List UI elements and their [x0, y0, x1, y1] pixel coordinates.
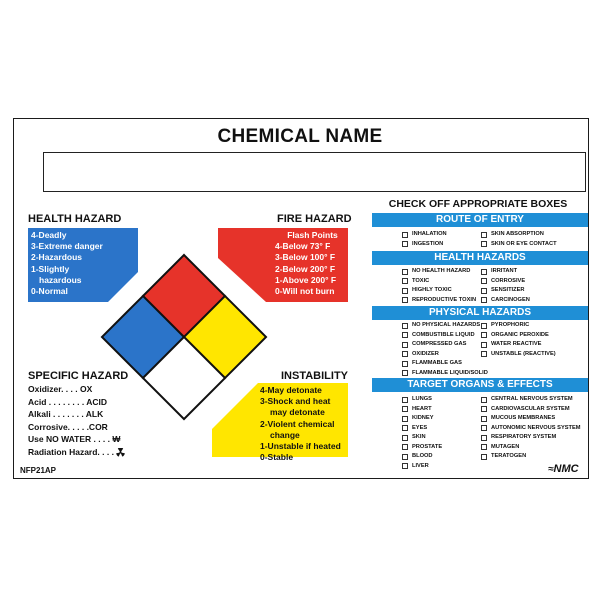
instability-item: 2-Violent chemical	[260, 418, 335, 429]
health-item: 3-Extreme danger	[31, 241, 103, 252]
health-checkbox-row[interactable]: TOXIC	[402, 277, 476, 287]
instability-item: 3-Shock and heat	[260, 396, 331, 407]
checkbox[interactable]	[481, 444, 487, 450]
organs-checkbox-row[interactable]: PROSTATE	[402, 443, 442, 453]
checkbox[interactable]	[481, 288, 487, 294]
checkbox[interactable]	[481, 323, 487, 329]
health-item: 2-Hazardous	[31, 252, 83, 263]
health-checkbox-row[interactable]: CARCINOGEN	[481, 296, 530, 306]
physical-checkbox-row[interactable]: UNSTABLE (REACTIVE)	[481, 350, 556, 360]
instability-item: 4-May detonate	[260, 385, 322, 395]
organs-checkbox-row[interactable]: LUNGS	[402, 395, 442, 405]
organs-checkbox-row[interactable]: MUTAGEN	[481, 443, 581, 453]
checkbox[interactable]	[402, 351, 408, 357]
checkbox[interactable]	[481, 425, 487, 431]
organs-right-column	[481, 395, 581, 462]
chemical-name-field[interactable]	[43, 152, 586, 192]
health-right-column	[481, 267, 530, 305]
physical-left-column	[402, 321, 488, 378]
instability-heading: INSTABILITY	[281, 370, 349, 382]
checkbox[interactable]	[402, 397, 408, 403]
physical-checkbox-row[interactable]: FLAMMABLE LIQUID/SOLID	[402, 369, 488, 379]
fire-item: 3-Below 100° F	[275, 252, 336, 263]
health-checkbox-row[interactable]: REPRODUCTIVE TOXIN	[402, 296, 476, 306]
organs-checkbox-row[interactable]: LIVER	[402, 462, 442, 472]
checkbox[interactable]	[402, 406, 408, 412]
physical-checkbox-row[interactable]: FLAMMABLE GAS	[402, 359, 488, 369]
checkbox[interactable]	[481, 297, 487, 303]
specific-item: Use NO WATER . . . . ₩	[28, 434, 121, 445]
checkbox[interactable]	[402, 444, 408, 450]
route-checkbox-row[interactable]: SKIN OR EYE CONTACT	[481, 240, 557, 250]
physical-checkbox-row[interactable]: WATER REACTIVE	[481, 340, 556, 350]
route-right-column	[481, 230, 557, 249]
checkbox[interactable]	[481, 278, 487, 284]
checkbox[interactable]	[481, 342, 487, 348]
health-checkbox-row[interactable]: NO HEALTH HAZARD	[402, 267, 476, 277]
instability-list	[260, 385, 350, 463]
checkbox[interactable]	[402, 425, 408, 431]
organs-left-column	[402, 395, 442, 471]
health-checkbox-row[interactable]: SENSITIZER	[481, 286, 530, 296]
checkbox[interactable]	[481, 435, 487, 441]
checkbox[interactable]	[402, 342, 408, 348]
specific-item: Alkali . . . . . . . ALK	[28, 409, 104, 420]
fire-item: 1-Above 200° F	[275, 274, 337, 285]
checkbox[interactable]	[481, 416, 487, 422]
checkbox[interactable]	[402, 288, 408, 294]
page-title: CHEMICAL NAME	[217, 126, 383, 147]
instability-item: 1-Unstable if heated	[260, 441, 341, 452]
product-code: NFP21AP	[20, 466, 57, 475]
checkbox[interactable]	[402, 278, 408, 284]
organs-checkbox-row[interactable]: BLOOD	[402, 452, 442, 462]
checkbox[interactable]	[481, 269, 487, 275]
health-item: 1-Slightly	[31, 263, 70, 274]
organs-checkbox-row[interactable]: MUCOUS MEMBRANES	[481, 414, 581, 424]
route-left-column	[402, 230, 447, 249]
specific-hazard-heading: SPECIFIC HAZARD	[28, 370, 129, 382]
fire-item: 0-Will not burn	[275, 286, 335, 297]
organs-checkbox-row[interactable]: TERATOGEN	[481, 452, 581, 462]
checkbox[interactable]	[402, 416, 408, 422]
checkbox[interactable]	[402, 323, 408, 329]
organs-checkbox-row[interactable]: SKIN	[402, 433, 442, 443]
health-checkbox-row[interactable]: HIGHLY TOXIC	[402, 286, 476, 296]
health-hazard-heading: HEALTH HAZARD	[28, 213, 122, 225]
health-checkbox-row[interactable]: CORROSIVE	[481, 277, 530, 287]
checkbox[interactable]	[402, 241, 408, 247]
specific-item	[28, 446, 133, 459]
health-checkbox-row[interactable]: IRRITANT	[481, 267, 530, 277]
physical-checkbox-row[interactable]: PYROPHORIC	[481, 321, 556, 331]
organs-checkbox-row[interactable]: AUTONOMIC NERVOUS SYSTEM	[481, 424, 581, 434]
checkbox[interactable]	[481, 332, 487, 338]
checkbox[interactable]	[402, 361, 408, 367]
checkbox[interactable]	[402, 269, 408, 275]
health-item: 4-Deadly	[31, 230, 67, 240]
route-checkbox-row[interactable]: SKIN ABSORPTION	[481, 230, 557, 240]
radiation-icon	[116, 448, 125, 457]
organs-checkbox-row[interactable]: CARDIOVASCULAR SYSTEM	[481, 405, 581, 415]
checkbox[interactable]	[402, 454, 408, 460]
checkbox[interactable]	[481, 397, 487, 403]
specific-item: Oxidizer. . . . OX	[28, 384, 93, 394]
instability-item: may detonate	[270, 407, 325, 418]
physical-checkbox-row[interactable]: COMBUSTIBLE LIQUID	[402, 331, 488, 341]
specific-item-label: Radiation Hazard. . . .	[28, 446, 114, 457]
checkbox[interactable]	[481, 241, 487, 247]
specific-hazard-list	[28, 383, 133, 459]
checkbox[interactable]	[402, 232, 408, 238]
checkbox[interactable]	[402, 463, 408, 469]
checkbox[interactable]	[481, 454, 487, 460]
health-item: 0-Normal	[31, 286, 68, 297]
health-left-column	[402, 267, 476, 305]
organs-checkbox-row[interactable]: HEART	[402, 405, 442, 415]
checkbox[interactable]	[481, 406, 487, 412]
route-checkbox-row[interactable]: INGESTION	[402, 240, 447, 250]
fire-hazard-list	[275, 230, 350, 297]
checkbox[interactable]	[481, 232, 487, 238]
specific-item: Acid . . . . . . . . ACID	[28, 396, 108, 407]
checkbox[interactable]	[402, 370, 408, 376]
physical-checkbox-row[interactable]: OXIDIZER	[402, 350, 488, 360]
fire-item: 4-Below 73° F	[275, 241, 331, 252]
physical-right-column	[481, 321, 556, 359]
nmc-logo: ≈NMC	[548, 463, 579, 475]
organs-checkbox-row[interactable]: EYES	[402, 424, 442, 434]
checkbox[interactable]	[402, 297, 408, 303]
physical-hazards-bar: PHYSICAL HAZARDS	[372, 306, 588, 320]
health-item: hazardous	[39, 274, 82, 285]
organs-checkbox-row[interactable]: RESPIRATORY SYSTEM	[481, 433, 581, 443]
fire-item: 2-Below 200° F	[275, 263, 336, 274]
checkbox[interactable]	[481, 351, 487, 357]
checklist-title: CHECK OFF APPROPRIATE BOXES	[388, 198, 568, 210]
route-of-entry-bar: ROUTE OF ENTRY	[372, 213, 588, 227]
fire-item: Flash Points	[287, 230, 338, 240]
checkbox[interactable]	[402, 332, 408, 338]
target-organs-bar: TARGET ORGANS & EFFECTS	[372, 378, 588, 392]
specific-item: Corrosive. . . . .COR	[28, 421, 108, 432]
fire-hazard-heading: FIRE HAZARD	[277, 213, 352, 225]
route-checkbox-row[interactable]: INHALATION	[402, 230, 447, 240]
organs-checkbox-row[interactable]: KIDNEY	[402, 414, 442, 424]
physical-checkbox-row[interactable]: COMPRESSED GAS	[402, 340, 488, 350]
logo-swoosh-icon: ≈	[548, 464, 554, 475]
instability-item: change	[270, 429, 300, 440]
physical-checkbox-row[interactable]: NO PHYSICAL HAZARDS	[402, 321, 488, 331]
instability-item: 0-Stable	[260, 452, 294, 463]
health-hazards-bar: HEALTH HAZARDS	[372, 251, 588, 265]
physical-checkbox-row[interactable]: ORGANIC PEROXIDE	[481, 331, 556, 341]
organs-checkbox-row[interactable]: CENTRAL NERVOUS SYSTEM	[481, 395, 581, 405]
checkbox[interactable]	[402, 435, 408, 441]
